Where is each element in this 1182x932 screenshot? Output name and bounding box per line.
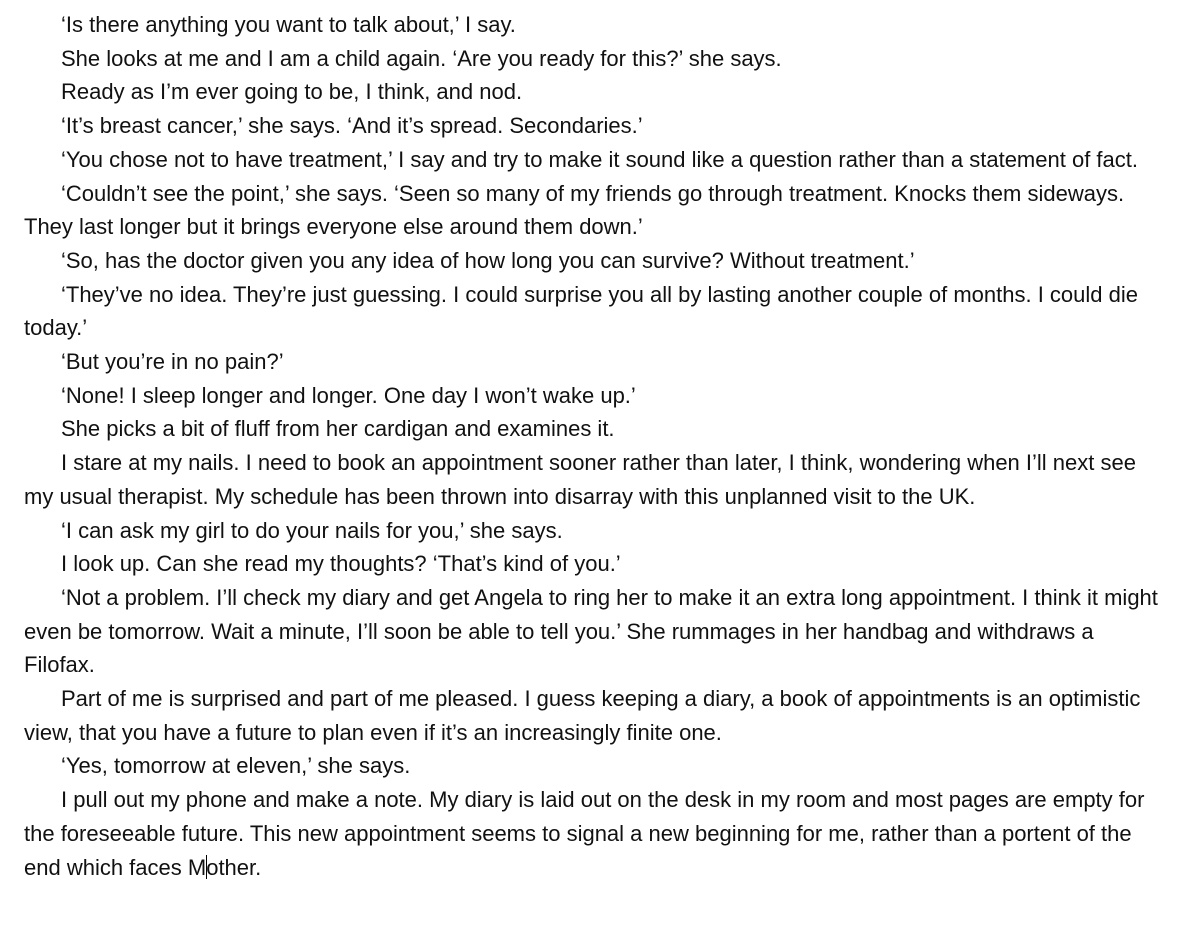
paragraph: ‘You chose not to have treatment,’ I say and try to make it sound like a question rather than a statement of fact. bbox=[61, 146, 1138, 172]
paragraph-text-after-cursor: other. bbox=[206, 854, 262, 880]
paragraph: ‘Couldn’t see the point,’ she says. ‘Seen so many of my friends go through treatment. Knocks them sideways. They last longer but it brings everyone else around them down.’ bbox=[24, 180, 1125, 240]
paragraph: ‘Is there anything you want to talk about,’ I say. bbox=[61, 12, 516, 37]
paragraph: I look up. Can she read my thoughts? ‘That’s kind of you.’ bbox=[61, 551, 621, 577]
paragraph: ‘So, has the doctor given you any idea of how long you can survive? Without treatment.’ bbox=[61, 247, 915, 273]
paragraph: ‘It’s breast cancer,’ she says. ‘And it’s spread. Secondaries.’ bbox=[61, 113, 643, 139]
paragraph: Ready as I’m ever going to be, I think, and nod. bbox=[61, 79, 523, 105]
document-body[interactable] bbox=[24, 8, 1164, 884]
paragraph: ‘They’ve no idea. They’re just guessing. I could surprise you all by lasting another couple of months. I could die today.’ bbox=[24, 281, 1138, 341]
paragraph: ‘None! I sleep longer and longer. One day I won’t wake up.’ bbox=[61, 382, 636, 408]
paragraph: I stare at my nails. I need to book an appointment sooner rather than later, I think, wondering when I’ll next see my usual therapist. My schedule has been thrown into disarray with this unplanned visit to the UK. bbox=[24, 450, 1136, 509]
paragraph: ‘But you’re in no pain?’ bbox=[61, 349, 284, 375]
paragraph-text-before-cursor: I pull out my phone and make a note. My diary is laid out on the desk in my room and most pages are empty for the foreseeable future. This new appointment seems to signal a new beginning for me, rather than a portent of the end which faces M bbox=[24, 787, 1145, 880]
paragraph: ‘Not a problem. I’ll check my diary and get Angela to ring her to make it an extra long appointment. I think it might even be tomorrow. Wait a minute, I’ll soon be able to tell you.’ She rummages in her handbag and withdraws a Filofax. bbox=[24, 584, 1158, 678]
paragraph: Part of me is surprised and part of me pleased. I guess keeping a diary, a book of appointments is an optimistic view, that you have a future to plan even if it’s an increasingly finite one. bbox=[24, 686, 1141, 745]
paragraph: ‘Yes, tomorrow at eleven,’ she says. bbox=[61, 753, 411, 779]
paragraph: ‘I can ask my girl to do your nails for you,’ she says. bbox=[61, 517, 563, 543]
paragraph: She looks at me and I am a child again. ‘Are you ready for this?’ she says. bbox=[61, 45, 782, 71]
paragraph: She picks a bit of fluff from her cardigan and examines it. bbox=[61, 416, 615, 442]
paragraph-with-cursor bbox=[24, 783, 1164, 884]
